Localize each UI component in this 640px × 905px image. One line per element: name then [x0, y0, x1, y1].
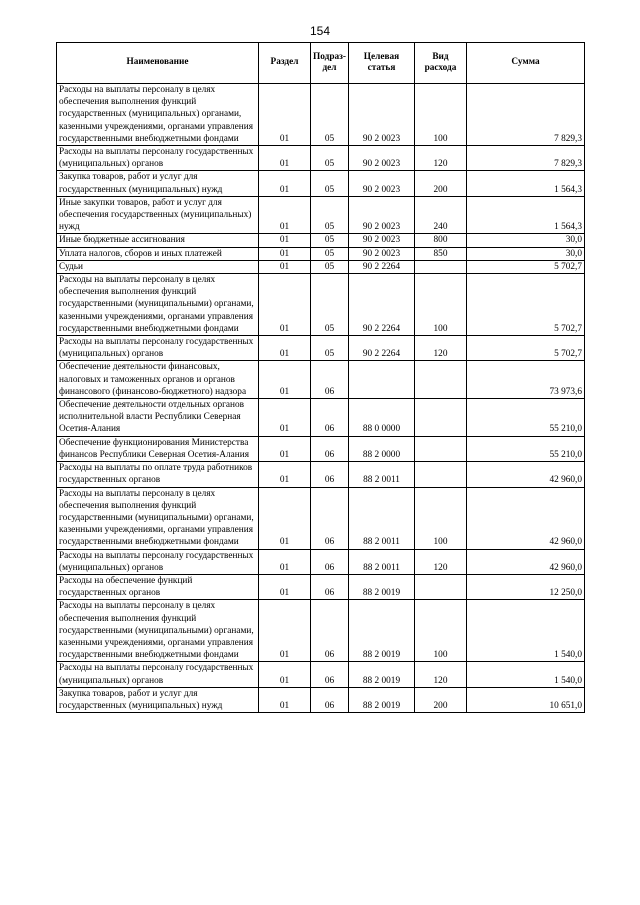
cell-subsection: 06 — [311, 574, 349, 599]
cell-name: Расходы на выплаты по оплате труда работников государственных органов — [57, 462, 259, 487]
table-row — [57, 574, 585, 599]
cell-target: 88 2 0011 — [349, 462, 415, 487]
cell-section: 01 — [259, 687, 311, 712]
cell-name: Обеспечение деятельности финансовых, налоговых и таможенных органов и органов финансового (финансово-бюджетного) надзора — [57, 361, 259, 399]
cell-subsection: 06 — [311, 361, 349, 399]
cell-name: Расходы на выплаты персоналу государственных (муниципальных) органов — [57, 549, 259, 574]
cell-name: Расходы на выплаты персоналу государственных (муниципальных) органов — [57, 336, 259, 361]
cell-sum: 42 960,0 — [467, 549, 585, 574]
cell-subsection: 05 — [311, 196, 349, 234]
cell-sum: 7 829,3 — [467, 84, 585, 146]
cell-sum: 5 702,7 — [467, 336, 585, 361]
table-header-row — [57, 43, 585, 84]
cell-expense-type: 120 — [415, 662, 467, 687]
cell-target: 90 2 0023 — [349, 84, 415, 146]
cell-expense-type: 100 — [415, 274, 467, 336]
table-row — [57, 462, 585, 487]
cell-sum: 30,0 — [467, 234, 585, 247]
cell-expense-type: 120 — [415, 146, 467, 171]
header-section: Раздел — [259, 43, 311, 84]
cell-name: Расходы на выплаты персоналу в целях обеспечения выполнения функций государственными (муниципальными) органами, казенными учреждениями, органами управления государственными внебюджетными фондами — [57, 487, 259, 549]
cell-sum: 73 973,6 — [467, 361, 585, 399]
cell-expense-type — [415, 462, 467, 487]
cell-subsection: 06 — [311, 600, 349, 662]
cell-target: 88 2 0011 — [349, 487, 415, 549]
cell-expense-type: 100 — [415, 600, 467, 662]
cell-expense-type: 200 — [415, 171, 467, 196]
cell-sum: 10 651,0 — [467, 687, 585, 712]
cell-name: Обеспечение деятельности отдельных органов исполнительной власти Республики Северная Осетия-Алания — [57, 399, 259, 437]
cell-sum: 7 829,3 — [467, 146, 585, 171]
table-row — [57, 600, 585, 662]
cell-name: Закупка товаров, работ и услуг для государственных (муниципальных) нужд — [57, 171, 259, 196]
cell-name: Расходы на выплаты персоналу в целях обеспечения выполнения функций государственными (муниципальными) органами, казенными учреждениями, органами управления государственными внебюджетными фондами — [57, 600, 259, 662]
header-target: Целевая статья — [349, 43, 415, 84]
cell-section: 01 — [259, 260, 311, 273]
cell-expense-type — [415, 260, 467, 273]
table-row — [57, 84, 585, 146]
cell-expense-type: 800 — [415, 234, 467, 247]
table-row — [57, 336, 585, 361]
cell-sum: 1 564,3 — [467, 196, 585, 234]
cell-expense-type: 240 — [415, 196, 467, 234]
table-row — [57, 260, 585, 273]
cell-section: 01 — [259, 196, 311, 234]
cell-subsection: 05 — [311, 274, 349, 336]
cell-section: 01 — [259, 361, 311, 399]
cell-target: 90 2 2264 — [349, 336, 415, 361]
cell-section: 01 — [259, 549, 311, 574]
cell-section: 01 — [259, 399, 311, 437]
cell-section: 01 — [259, 487, 311, 549]
cell-sum: 5 702,7 — [467, 260, 585, 273]
table-row — [57, 662, 585, 687]
cell-subsection: 06 — [311, 487, 349, 549]
cell-subsection: 06 — [311, 549, 349, 574]
cell-target: 90 2 0023 — [349, 196, 415, 234]
cell-subsection: 05 — [311, 171, 349, 196]
cell-section: 01 — [259, 436, 311, 461]
table-row — [57, 171, 585, 196]
header-subsection: Подраз-дел — [311, 43, 349, 84]
cell-name: Расходы на выплаты персоналу государственных (муниципальных) органов — [57, 146, 259, 171]
cell-expense-type: 200 — [415, 687, 467, 712]
cell-section: 01 — [259, 274, 311, 336]
cell-target: 88 2 0019 — [349, 600, 415, 662]
cell-name: Расходы на выплаты персоналу в целях обеспечения выполнения функций государственных (муниципальных) органами, казенными учреждениями, органами управления государственными внебюджетными фондами — [57, 84, 259, 146]
cell-expense-type: 850 — [415, 247, 467, 260]
table-row — [57, 361, 585, 399]
table-row — [57, 436, 585, 461]
cell-subsection: 06 — [311, 436, 349, 461]
header-name: Наименование — [57, 43, 259, 84]
cell-section: 01 — [259, 574, 311, 599]
cell-subsection: 05 — [311, 146, 349, 171]
cell-subsection: 05 — [311, 260, 349, 273]
cell-name: Судьи — [57, 260, 259, 273]
cell-subsection: 05 — [311, 247, 349, 260]
cell-section: 01 — [259, 662, 311, 687]
table-row — [57, 487, 585, 549]
cell-expense-type: 120 — [415, 549, 467, 574]
cell-subsection: 06 — [311, 399, 349, 437]
cell-section: 01 — [259, 234, 311, 247]
cell-sum: 55 210,0 — [467, 399, 585, 437]
cell-name: Иные бюджетные ассигнования — [57, 234, 259, 247]
cell-expense-type: 100 — [415, 487, 467, 549]
cell-subsection: 06 — [311, 462, 349, 487]
cell-target: 88 2 0019 — [349, 687, 415, 712]
table-body — [57, 84, 585, 713]
cell-sum: 12 250,0 — [467, 574, 585, 599]
cell-name: Расходы на выплаты персоналу государственных (муниципальных) органов — [57, 662, 259, 687]
table-row — [57, 549, 585, 574]
cell-expense-type — [415, 361, 467, 399]
cell-subsection: 05 — [311, 84, 349, 146]
cell-sum: 55 210,0 — [467, 436, 585, 461]
cell-sum: 1 540,0 — [467, 600, 585, 662]
cell-expense-type: 100 — [415, 84, 467, 146]
cell-name: Обеспечение функционирования Министерства финансов Республики Северная Осетия-Алания — [57, 436, 259, 461]
cell-target: 88 2 0019 — [349, 662, 415, 687]
cell-section: 01 — [259, 84, 311, 146]
cell-subsection: 05 — [311, 336, 349, 361]
cell-name: Иные закупки товаров, работ и услуг для обеспечения государственных (муниципальных) нужд — [57, 196, 259, 234]
cell-expense-type — [415, 574, 467, 599]
cell-expense-type: 120 — [415, 336, 467, 361]
cell-sum: 5 702,7 — [467, 274, 585, 336]
cell-expense-type — [415, 436, 467, 461]
cell-target: 90 2 0023 — [349, 234, 415, 247]
cell-target — [349, 361, 415, 399]
cell-sum: 1 564,3 — [467, 171, 585, 196]
cell-section: 01 — [259, 247, 311, 260]
cell-section: 01 — [259, 171, 311, 196]
cell-subsection: 05 — [311, 234, 349, 247]
cell-target: 90 2 2264 — [349, 260, 415, 273]
cell-name: Расходы на обеспечение функций государственных органов — [57, 574, 259, 599]
cell-section: 01 — [259, 462, 311, 487]
table-row — [57, 234, 585, 247]
table-row — [57, 399, 585, 437]
cell-subsection: 06 — [311, 687, 349, 712]
table-row — [57, 196, 585, 234]
cell-target: 90 2 0023 — [349, 171, 415, 196]
cell-name: Закупка товаров, работ и услуг для государственных (муниципальных) нужд — [57, 687, 259, 712]
cell-sum: 1 540,0 — [467, 662, 585, 687]
table-row — [57, 146, 585, 171]
cell-target: 88 2 0011 — [349, 549, 415, 574]
cell-target: 90 2 0023 — [349, 247, 415, 260]
header-expense-type: Вид расхода — [415, 43, 467, 84]
cell-section: 01 — [259, 146, 311, 171]
cell-name: Уплата налогов, сборов и иных платежей — [57, 247, 259, 260]
cell-sum: 42 960,0 — [467, 487, 585, 549]
table-row — [57, 274, 585, 336]
page-number: 154 — [309, 24, 331, 38]
cell-target: 88 2 0019 — [349, 574, 415, 599]
cell-target: 88 2 0000 — [349, 436, 415, 461]
table-row — [57, 247, 585, 260]
cell-subsection: 06 — [311, 662, 349, 687]
cell-section: 01 — [259, 600, 311, 662]
cell-expense-type — [415, 399, 467, 437]
cell-target: 90 2 0023 — [349, 146, 415, 171]
table-row — [57, 687, 585, 712]
cell-name: Расходы на выплаты персоналу в целях обеспечения выполнения функций государственными (муниципальными) органами, казенными учреждениями, органами управления государственными внебюджетными фондами — [57, 274, 259, 336]
budget-table — [56, 42, 585, 713]
cell-sum: 30,0 — [467, 247, 585, 260]
cell-section: 01 — [259, 336, 311, 361]
cell-target: 90 2 2264 — [349, 274, 415, 336]
cell-target: 88 0 0000 — [349, 399, 415, 437]
cell-sum: 42 960,0 — [467, 462, 585, 487]
header-sum: Сумма — [467, 43, 585, 84]
